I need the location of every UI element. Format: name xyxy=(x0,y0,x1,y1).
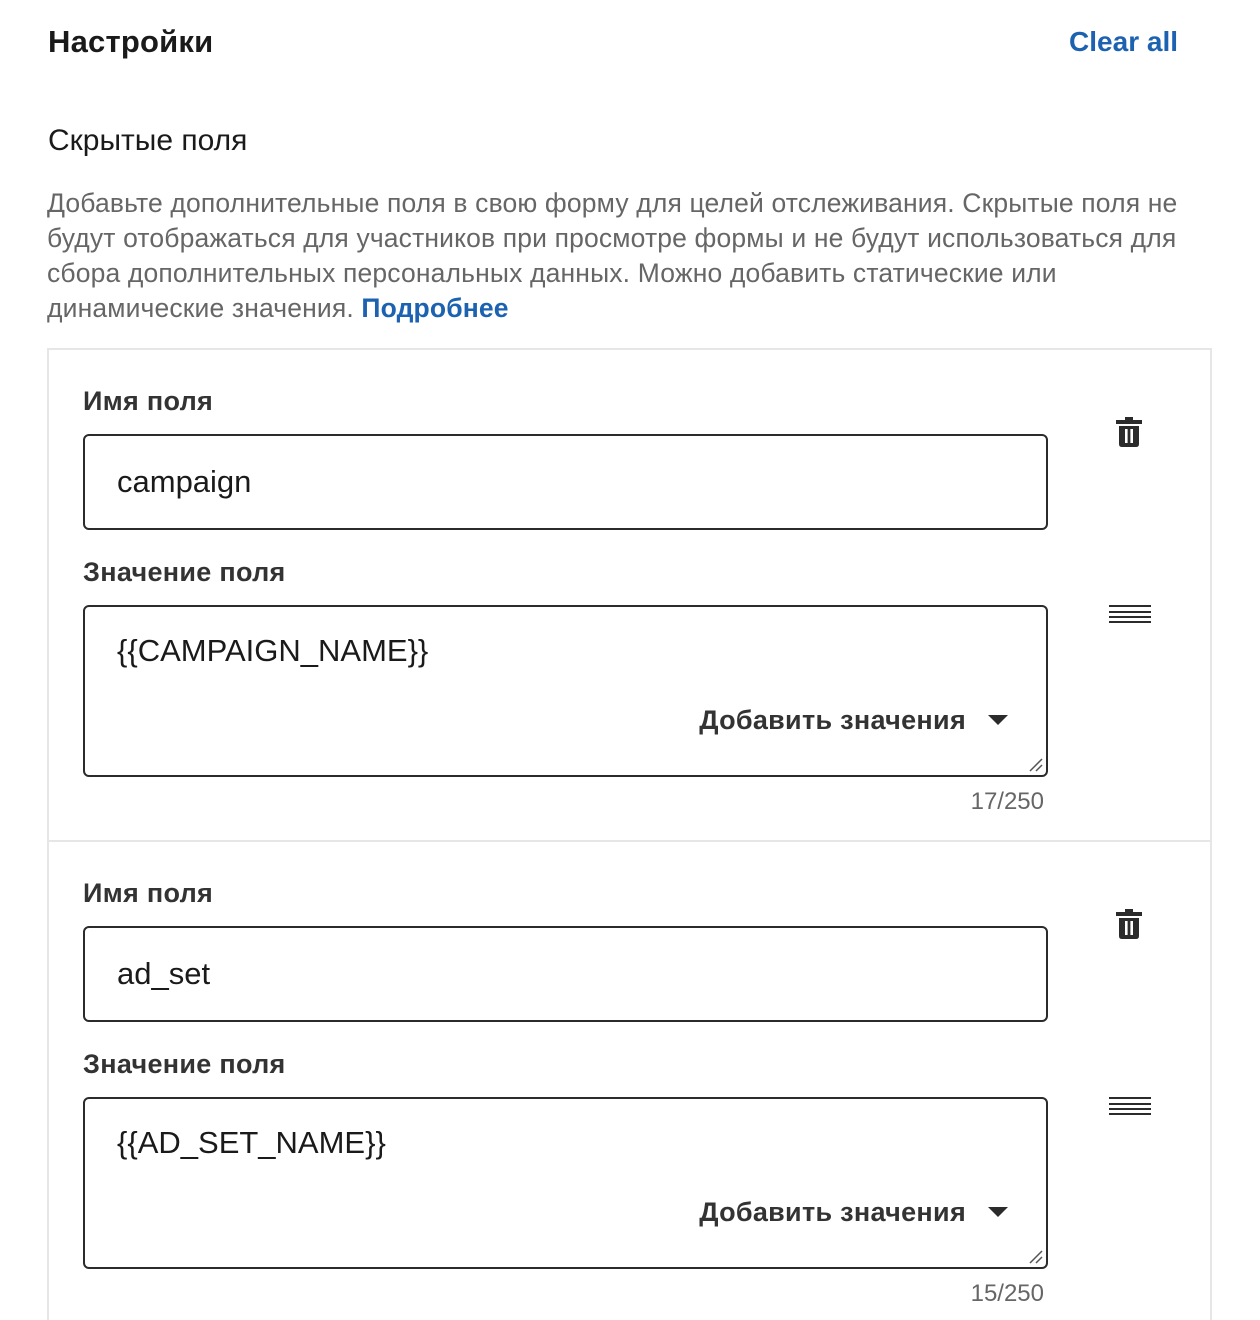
character-counter: 17/250 xyxy=(970,788,1044,815)
field-name-label: Имя поля xyxy=(83,386,214,416)
caret-down-icon[interactable] xyxy=(988,715,1008,725)
hidden-fields-panel xyxy=(47,348,1212,1320)
field-value-textarea[interactable] xyxy=(83,605,1048,777)
hidden-field-item xyxy=(49,350,1210,840)
drag-handle-icon[interactable] xyxy=(1109,1096,1151,1116)
field-value-textarea[interactable] xyxy=(83,1097,1048,1269)
field-value-text[interactable]: {{AD_SET_NAME}} xyxy=(117,1125,386,1160)
trash-icon[interactable] xyxy=(1116,417,1142,447)
learn-more-link[interactable]: Подробнее xyxy=(361,293,509,323)
page-title: Настройки xyxy=(48,24,214,59)
drag-handle-icon[interactable] xyxy=(1109,604,1151,624)
field-name-input[interactable]: campaign xyxy=(83,434,1048,530)
clear-all-link[interactable]: Clear all xyxy=(1069,26,1178,57)
field-name-input[interactable]: ad_set xyxy=(83,926,1048,1022)
field-value-label: Значение поля xyxy=(83,1049,286,1079)
character-counter: 15/250 xyxy=(970,1280,1044,1307)
field-value-text[interactable]: {{CAMPAIGN_NAME}} xyxy=(117,633,429,668)
resize-handle-icon[interactable] xyxy=(1027,756,1043,772)
section-title: Скрытые поля xyxy=(48,124,248,157)
add-values-dropdown[interactable]: Добавить значения xyxy=(699,1197,966,1227)
field-value-label: Значение поля xyxy=(83,557,286,587)
section-description xyxy=(47,186,1207,326)
field-name-label: Имя поля xyxy=(83,878,214,908)
hidden-field-item xyxy=(49,840,1210,1320)
resize-handle-icon[interactable] xyxy=(1027,1248,1043,1264)
trash-icon[interactable] xyxy=(1116,909,1142,939)
add-values-dropdown[interactable]: Добавить значения xyxy=(699,705,966,735)
caret-down-icon[interactable] xyxy=(988,1207,1008,1217)
description-text: Добавьте дополнительные поля в свою форму для целей отслеживания. Скрытые поля не будут отображаться для участников при просмотре формы и не будут использоваться для сбора дополнительных персональных данных. Можно добавить статические или динамические значения. xyxy=(47,188,1178,323)
